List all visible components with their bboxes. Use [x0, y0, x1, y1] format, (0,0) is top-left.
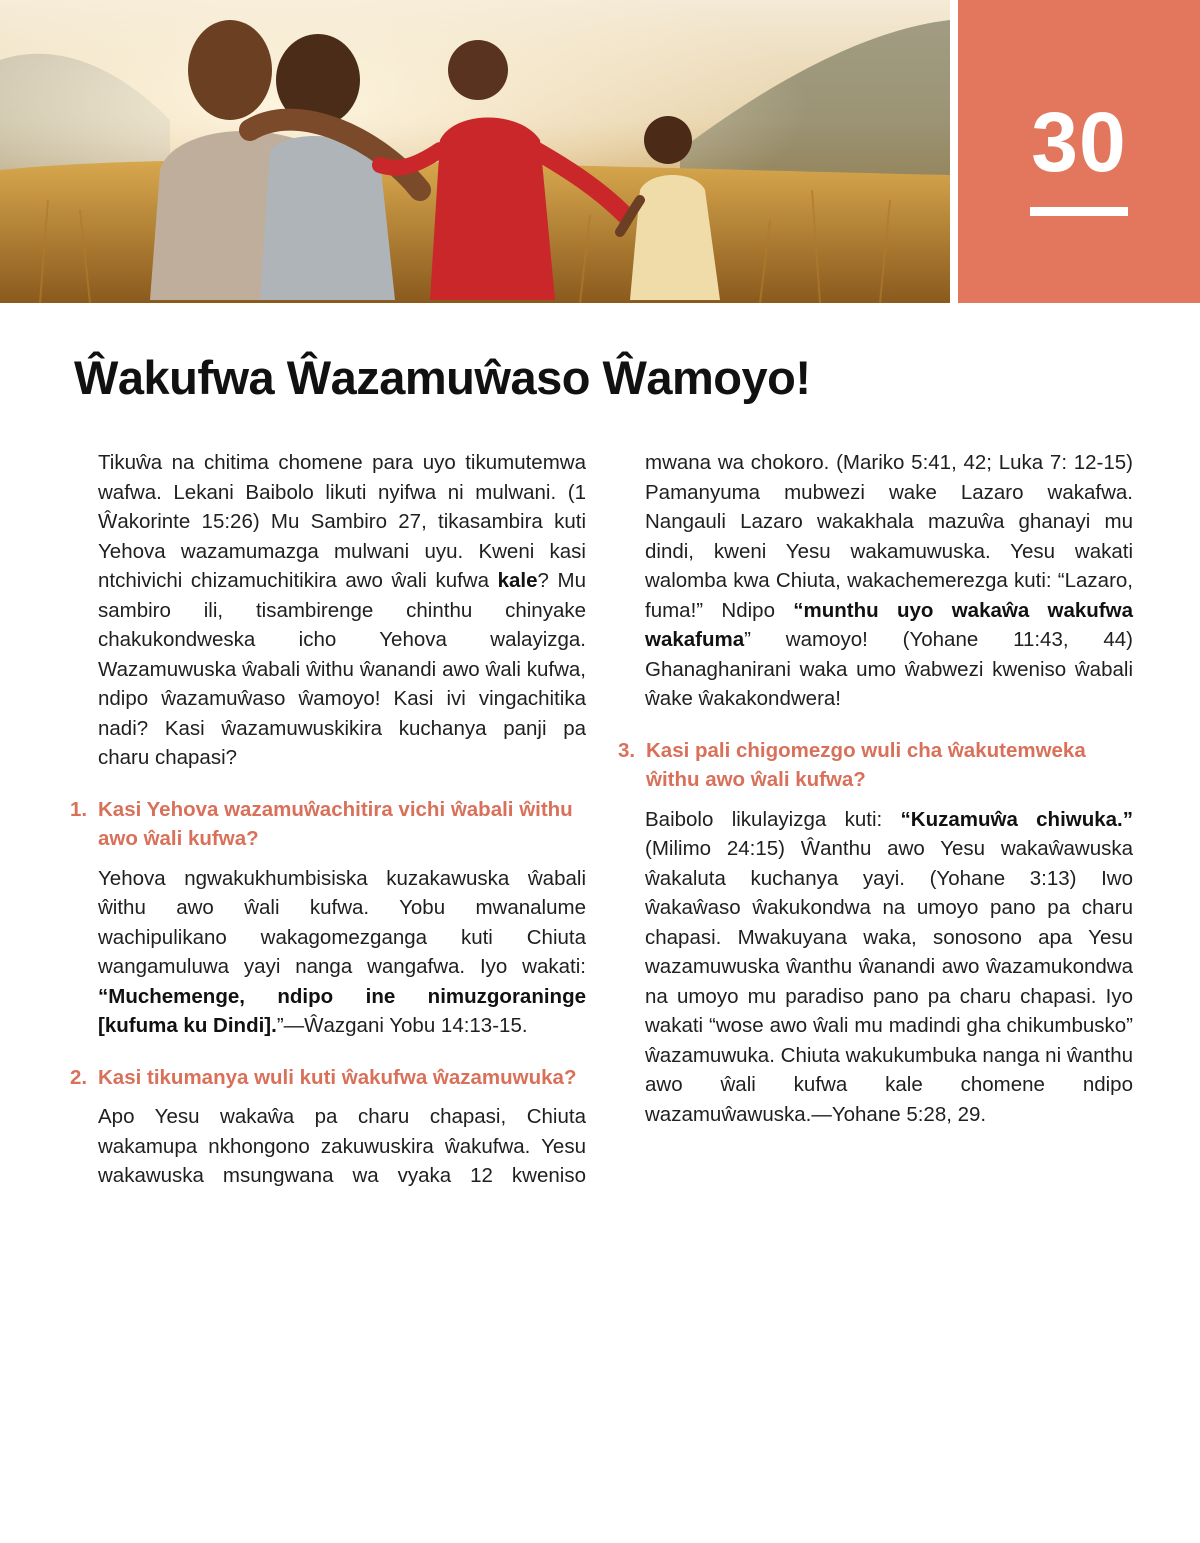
question-1-heading	[70, 795, 586, 854]
lesson-number-box	[958, 0, 1200, 303]
answer-2-paragraph-continued: mwana wa chokoro. (Mariko 5:41, 42; Luka 7: 12-15) Pamanyuma mubwezi wake Lazaro wakafwa. Nangauli Lazaro wakakhala mazuŵa ghanayi mu dindi, kweni Yesu wakamuwuska. Yesu wakati walomba kwa Chiuta, wakachemerezga kuti: “Lazaro, fuma!” Ndipo “munthu uyo wakaŵa wakufwa wakafuma” wamoyo! (Yohane 11:43, 44) Ghanaghanirani waka umo ŵabwezi kweniso ŵabali ŵake ŵakakondwera!	[645, 451, 1133, 710]
question-3-text: Kasi pali chigomezgo wuli cha ŵakutemweka ŵithu awo ŵali kufwa?	[646, 738, 1086, 791]
question-2-heading	[70, 1063, 586, 1093]
answer-1-paragraph: Yehova ngwakukhumbisiska kuzakawuska ŵabali ŵithu awo ŵali kufwa. Yobu mwanalume wachipulikano wakagomezganga kuti Chiuta wangamuluwa yayi nanga wangafwa. Iyo wakati: “Muchemenge, ndipo ine nimuzgoraninge [kufuma ku Dindi].”—Ŵazgani Yobu 14:13-15.	[98, 866, 586, 1037]
right-column	[618, 448, 1133, 1129]
lesson-number: 30	[1031, 95, 1127, 189]
page-title: Ŵakufwa Ŵazamuŵaso Ŵamoyo!	[74, 351, 811, 404]
question-1-text: Kasi Yehova wazamuŵachitira vichi ŵabali ŵithu awo ŵali kufwa?	[98, 797, 573, 850]
hero-photo	[0, 0, 950, 303]
question-2-text: Kasi tikumanya wuli kuti ŵakufwa ŵazamuwuka?	[98, 1065, 577, 1089]
question-1-number: 1.	[70, 797, 88, 821]
question-2-number: 2.	[70, 1065, 88, 1089]
left-column	[70, 448, 586, 1191]
answer-2-paragraph: Apo Yesu wakaŵa pa charu chapasi, Chiuta wakamupa nkhongono zakuwuskira ŵakufwa. Yesu wakawuska msungwana wa vyaka 12 kweniso	[98, 1105, 586, 1187]
question-3-number: 3.	[618, 738, 636, 762]
answer-3-paragraph: Baibolo likulayizga kuti: “Kuzamuŵa chiwuka.” (Milimo 24:15) Ŵanthu awo Yesu wakaŵawuska ŵakaluta kuchanya yayi. (Yohane 3:13) Iwo ŵakaŵaso ŵakukondwa na umoyo pano pa charu chapasi. Mwakuyana waka, sonosono apa Yesu wazamuwuska ŵanthu ŵanandi awo ŵazamukondwa na umoyo mu paradiso pano pa charu chapasi. Iyo wakati “wose awo ŵali mu madindi gha chikumbusko” ŵazamuwuka. Chiuta wakukumbuka nanga ni ŵanthu awo ŵali kufwa kale chomene ndipo wazamuŵawuska.—Yohane 5:28, 29.	[645, 807, 1133, 1126]
question-3-heading	[618, 736, 1133, 795]
family-in-field-illustration	[0, 0, 950, 303]
intro-paragraph: Tikuŵa na chitima chomene para uyo tikumutemwa wafwa. Lekani Baibolo likuti nyifwa ni mulwani. (1 Ŵakorinte 15:26) Mu Sambiro 27, tikasambira kuti Yehova wazamumazga mulwani uyu. Kweni kasi ntchivichi chizamuchitikira awo ŵali kufwa kale? Mu sambiro ili, tisambirenge chinthu chinyake chakukondweska icho Yehova walayizga. Wazamuwuska ŵabali ŵithu ŵanandi awo ŵali kufwa, ndipo ŵazamuŵaso ŵamoyo! Kasi ivi vingachitika nadi? Kasi ŵazamuwuskikira kuchanya panji pa charu chapasi?	[98, 451, 586, 769]
lesson-number-underline	[1030, 207, 1128, 216]
